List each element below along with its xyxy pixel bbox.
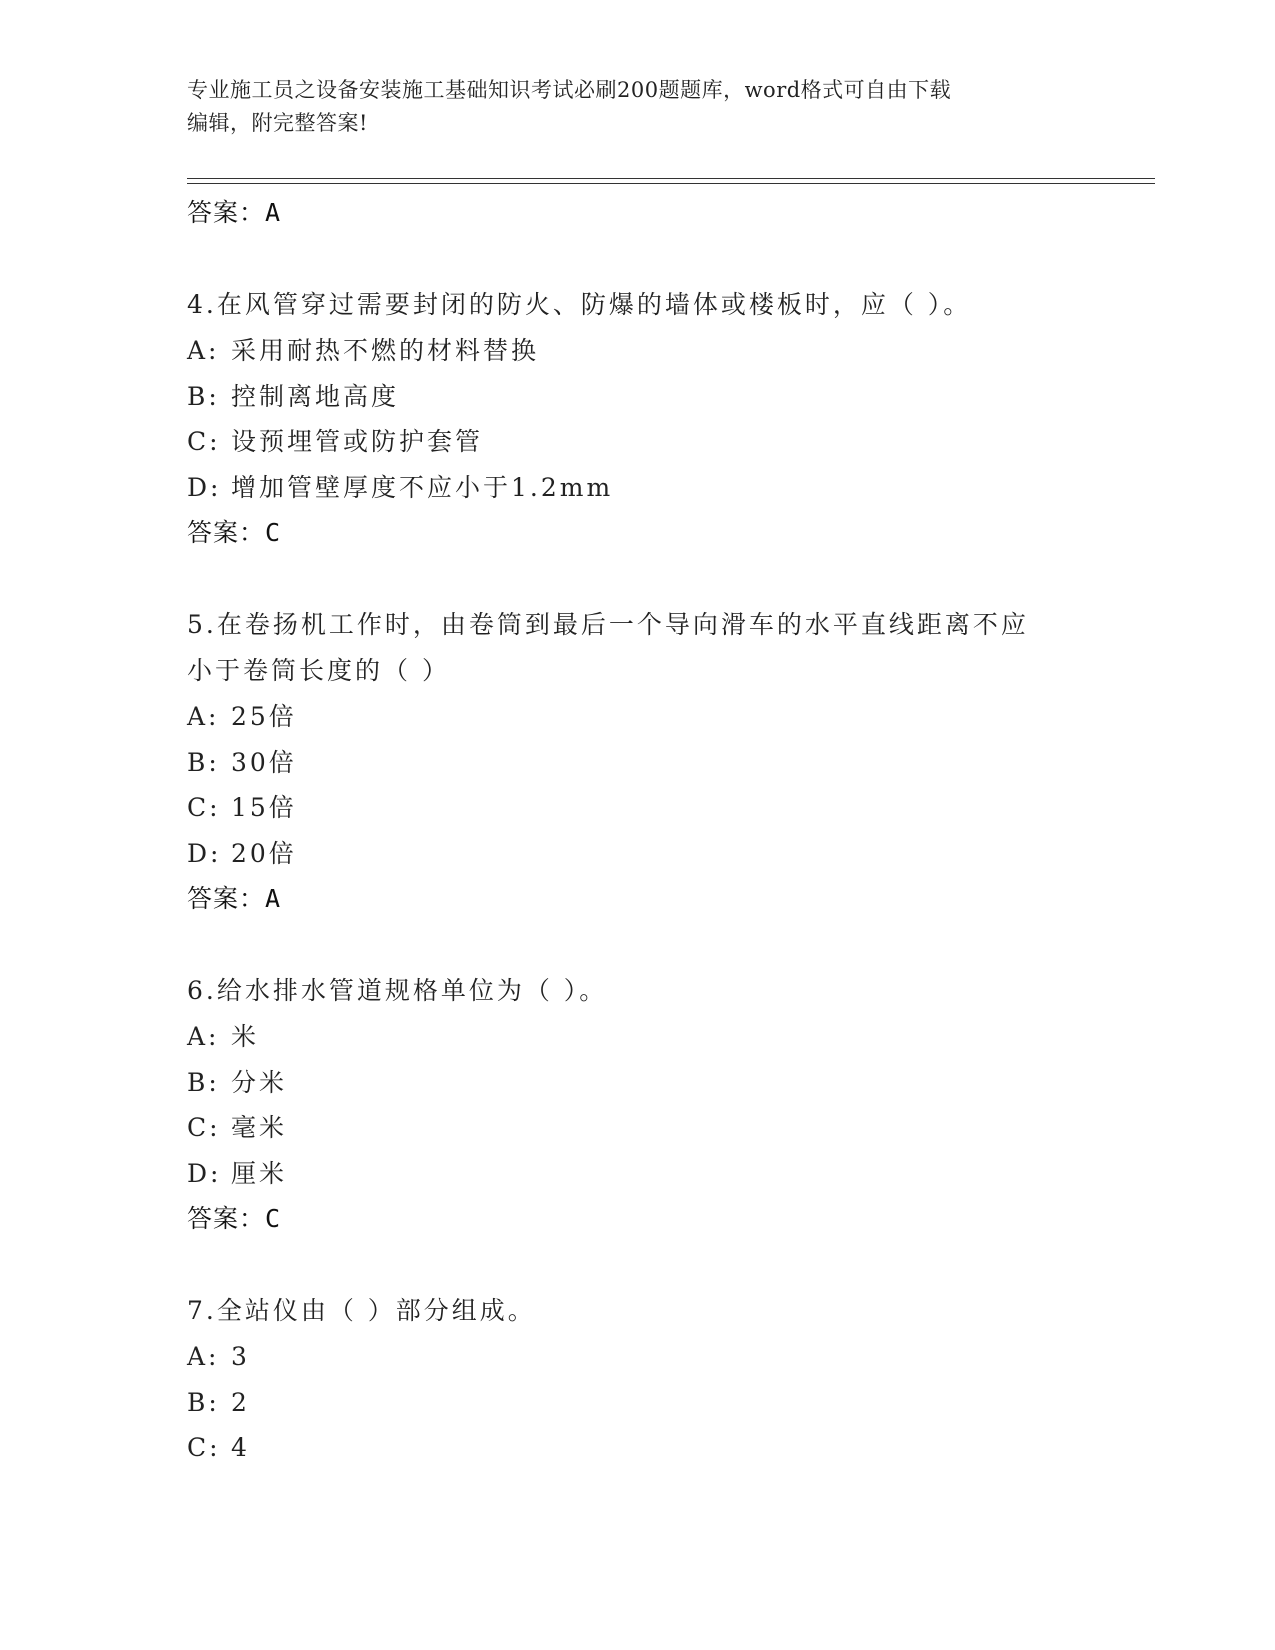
answer-option — [187, 1380, 1087, 1426]
option-letter: C: — [187, 1113, 221, 1142]
answer-option — [187, 374, 1087, 420]
option-letter: C: — [187, 1433, 221, 1462]
option-letter: B: — [187, 1387, 220, 1417]
answer-option — [187, 1105, 1087, 1151]
option-text: 分米 — [231, 1067, 288, 1097]
answer-label: 答案： — [187, 1204, 266, 1233]
answer-option — [187, 694, 1087, 740]
answer-value: C — [265, 518, 282, 547]
option-letter: B: — [187, 747, 220, 777]
question-text: 6.给水排水管道规格单位为（ ）。 — [187, 976, 608, 1005]
option-text: 采用耐热不燃的材料替换 — [231, 336, 540, 365]
option-letter: C: — [187, 427, 221, 456]
option-text: 设预埋管或防护套管 — [231, 427, 484, 456]
answer-line — [187, 876, 1087, 922]
option-text: 米 — [231, 1022, 260, 1051]
option-text: 控制离地高度 — [231, 381, 400, 411]
answer-option — [187, 1060, 1087, 1106]
question-text: 4.在风管穿过需要封闭的防火、防爆的墙体或楼板时，应（ ）。 — [187, 290, 972, 319]
option-text: 毫米 — [231, 1113, 288, 1142]
answer-option — [187, 1334, 1087, 1380]
option-text: 2 — [231, 1387, 250, 1417]
option-text: 4 — [231, 1433, 250, 1462]
option-letter: A: — [187, 1022, 220, 1051]
option-text: 30倍 — [231, 747, 297, 777]
question-list — [187, 190, 1087, 1471]
answer-option — [187, 465, 1087, 511]
option-text: 增加管壁厚度不应小于1.2mm — [231, 472, 614, 502]
option-letter: D: — [187, 472, 222, 502]
option-letter: A: — [187, 702, 220, 731]
question-text: 5.在卷扬机工作时，由卷筒到最后一个导向滑车的水平直线距离不应 — [187, 610, 1029, 639]
page-header — [187, 74, 1067, 140]
answer-option — [187, 1425, 1087, 1471]
answer-option — [187, 1151, 1087, 1197]
answer-label: 答案： — [187, 198, 266, 227]
answer-value: A — [265, 884, 282, 913]
answer-line — [187, 190, 1087, 236]
option-letter: A: — [187, 336, 220, 365]
answer-label: 答案： — [187, 518, 266, 547]
answer-line — [187, 510, 1087, 556]
answer-line — [187, 1196, 1087, 1242]
answer-option — [187, 328, 1087, 374]
question-text: 小于卷筒长度的（ ） — [187, 656, 450, 685]
option-text: 25倍 — [231, 702, 297, 731]
answer-label: 答案： — [187, 884, 266, 913]
option-text: 厘米 — [231, 1158, 288, 1188]
option-letter: D: — [187, 838, 222, 868]
option-text: 15倍 — [231, 793, 297, 822]
header-title-line-1: 专业施工员之设备安装施工基础知识考试必刷200题题库，word格式可自由下载 — [187, 78, 952, 102]
answer-value: A — [265, 198, 282, 227]
option-text: 3 — [231, 1342, 250, 1371]
question-block — [187, 1288, 1087, 1471]
question-block — [187, 282, 1087, 556]
question-text: 7.全站仪由（ ）部分组成。 — [187, 1296, 536, 1325]
option-text: 20倍 — [231, 838, 297, 868]
question-block — [187, 602, 1087, 922]
answer-option — [187, 419, 1087, 465]
option-letter: B: — [187, 1067, 220, 1097]
option-letter: B: — [187, 381, 220, 411]
header-divider — [187, 178, 1155, 184]
option-letter: C: — [187, 793, 221, 822]
answer-option — [187, 1014, 1087, 1060]
answer-option — [187, 785, 1087, 831]
option-letter: D: — [187, 1158, 222, 1188]
answer-value: C — [265, 1204, 282, 1233]
option-letter: A: — [187, 1342, 220, 1371]
answer-option — [187, 740, 1087, 786]
header-title-line-2: 编辑，附完整答案! — [187, 111, 368, 135]
answer-option — [187, 831, 1087, 877]
question-block — [187, 968, 1087, 1242]
